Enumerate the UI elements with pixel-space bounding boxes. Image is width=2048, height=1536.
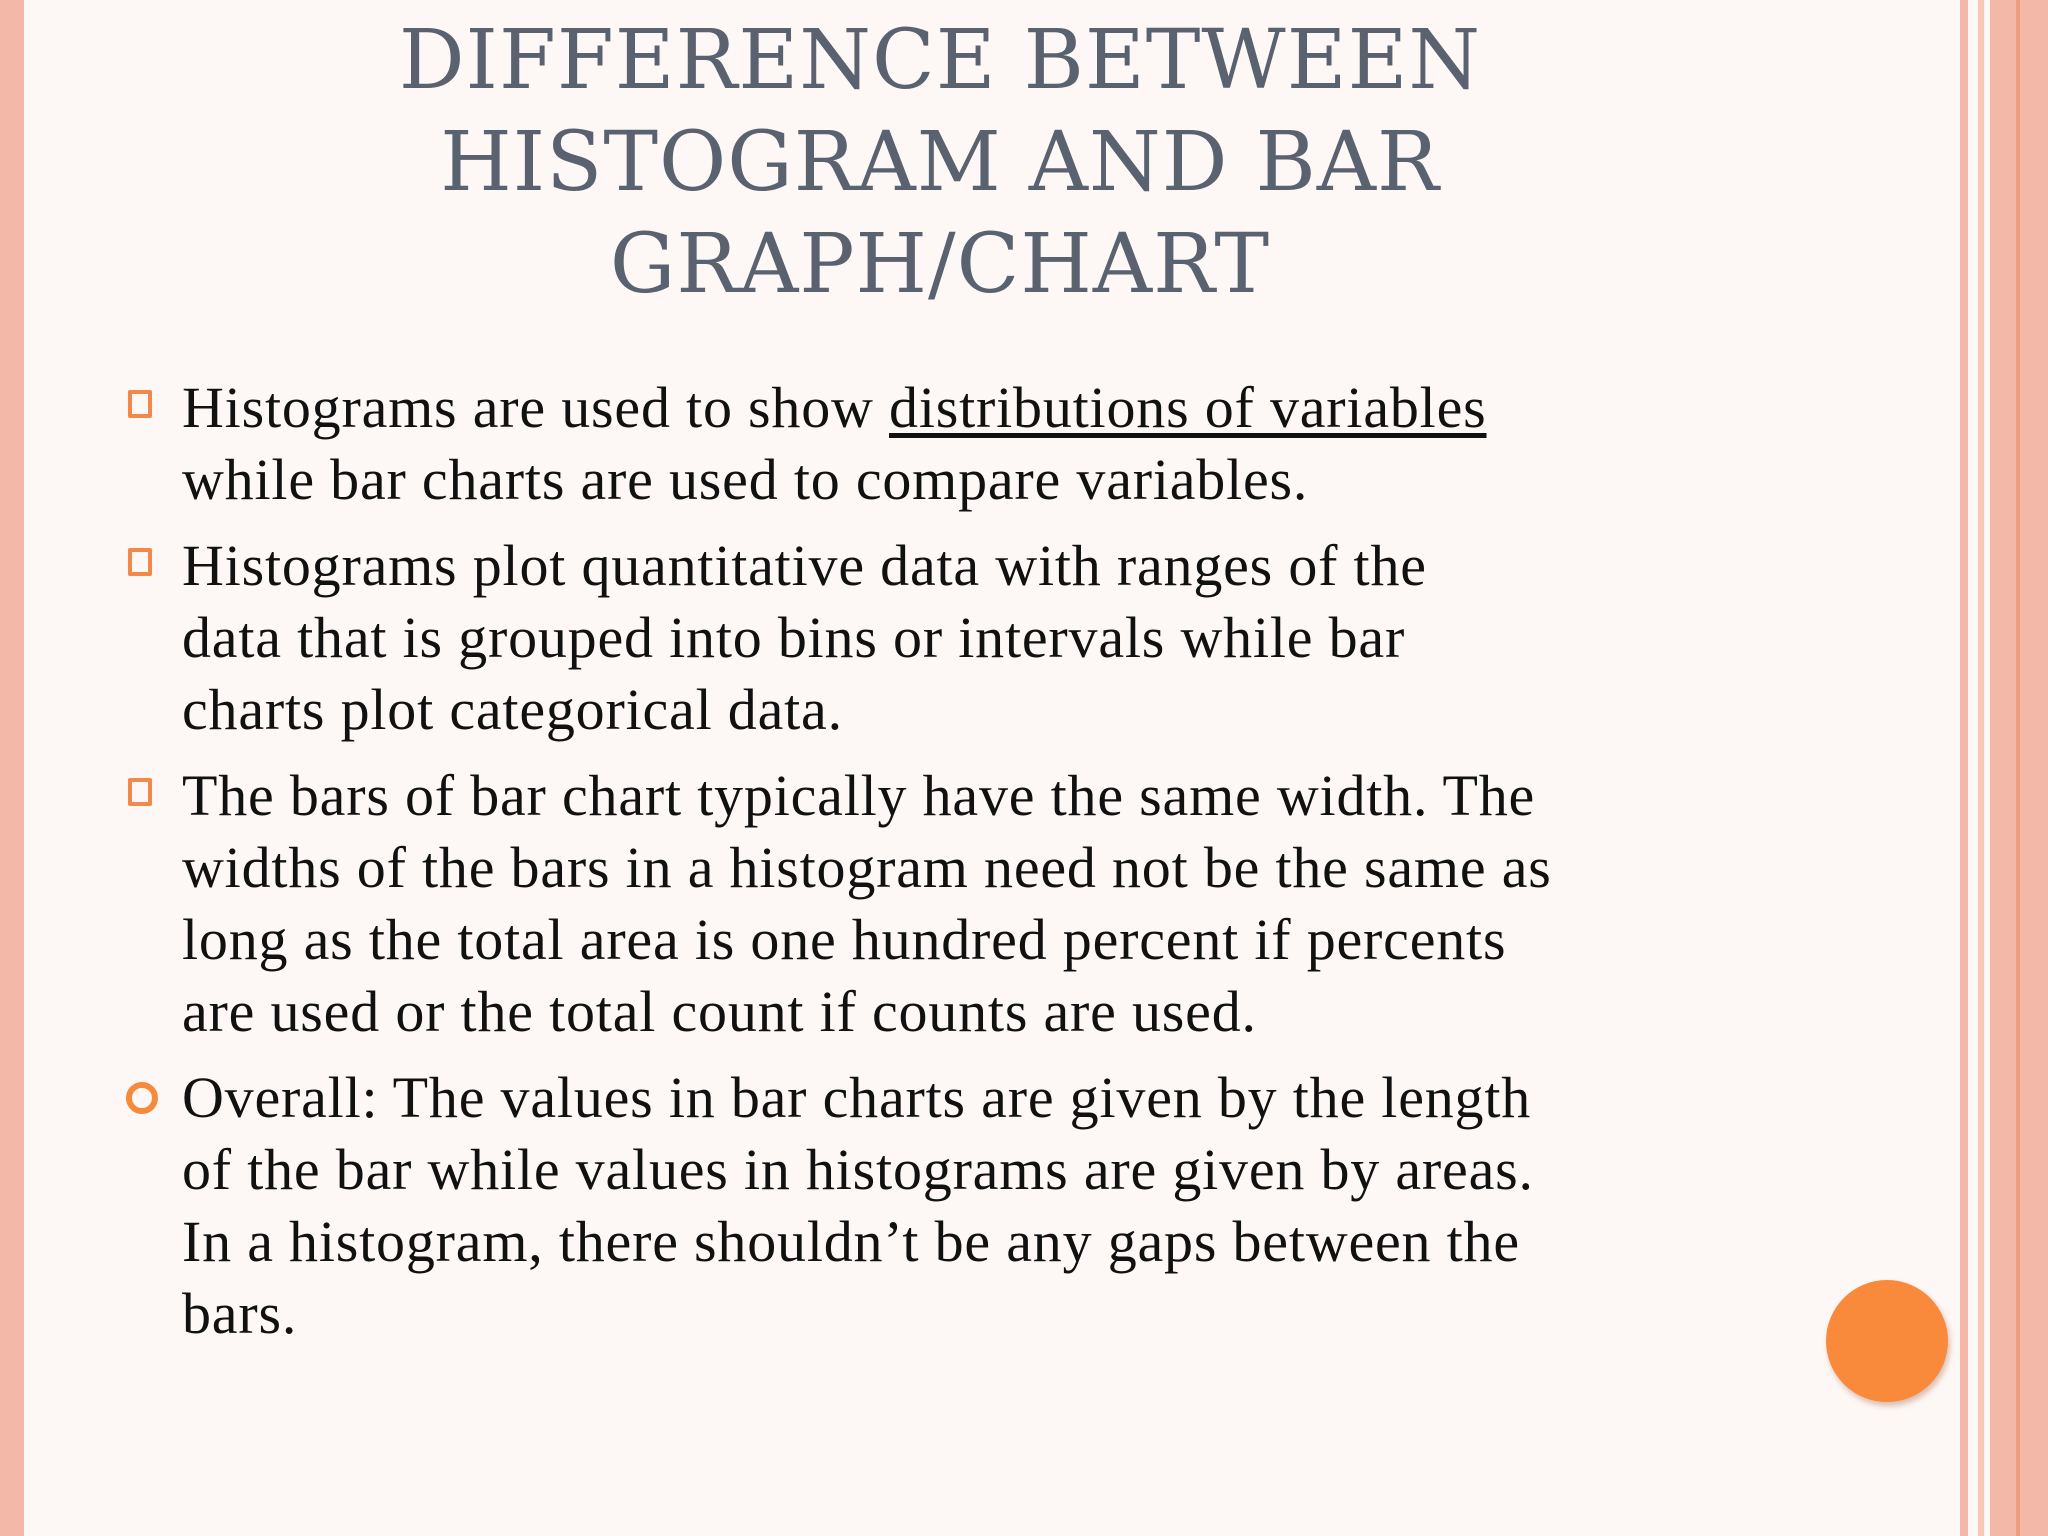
distributions-link[interactable]: distributions of variables: [889, 375, 1487, 440]
bullet-item-3-line-4: are used or the total count if counts are used.: [182, 979, 1257, 1044]
bullet-item-1-line-1: [182, 372, 1860, 444]
slide-title-line-2: HISTOGRAM AND BAR: [440, 115, 1440, 210]
bullet-item-2-line-1: Histograms plot quantitative data with ranges of the: [182, 533, 1427, 598]
bullet-item-3: [0, 760, 1860, 1048]
bullet-item-2-line-3: charts plot categorical data.: [182, 677, 843, 742]
square-bullet-icon: [128, 390, 152, 418]
bullet-item-1-line-2: while bar charts are used to compare variables.: [182, 447, 1309, 512]
slide-title: [340, 10, 1540, 316]
bullet-item-4-line-4: bars.: [182, 1281, 298, 1346]
square-bullet-icon: [128, 548, 152, 576]
bullet-item-3-line-2: widths of the bars in a histogram need not be the same as: [182, 835, 1552, 900]
square-bullet-icon: [128, 778, 152, 806]
bullet-item-4-line-2: of the bar while values in histograms are given by areas.: [182, 1137, 1534, 1202]
bullet-item-1: [0, 372, 1860, 516]
bullet-list: [0, 372, 1860, 1364]
bullet-item-4-line-1: Overall: The values in bar charts are given by the length: [182, 1065, 1532, 1130]
slide-title-line-3: GRAPH/CHART: [609, 217, 1271, 312]
right-border-line: [2016, 0, 2020, 1536]
slide-title-line-1: DIFFERENCE BETWEEN: [398, 13, 1482, 108]
bullet-item-3-line-3: long as the total area is one hundred percent if percents: [182, 907, 1507, 972]
right-border-stripe-thin: [1960, 0, 1968, 1536]
bullet-item-4-line-3: In a histogram, there shouldn’t be any gaps between the: [182, 1209, 1520, 1274]
bullet-item-4: [0, 1062, 1860, 1350]
bullet-item-2-line-2: data that is grouped into bins or intervals while bar: [182, 605, 1406, 670]
bullet-item-3-line-1: The bars of bar chart typically have the same width. The: [182, 763, 1536, 828]
right-border-stripe-thin-2: [1978, 0, 1984, 1536]
bullet-item-2: [0, 530, 1860, 746]
circle-bullet-icon: [126, 1082, 158, 1114]
bullet-item-1-prefix: Histograms are used to show: [182, 375, 890, 440]
decorative-circle-icon: [1826, 1280, 1948, 1402]
